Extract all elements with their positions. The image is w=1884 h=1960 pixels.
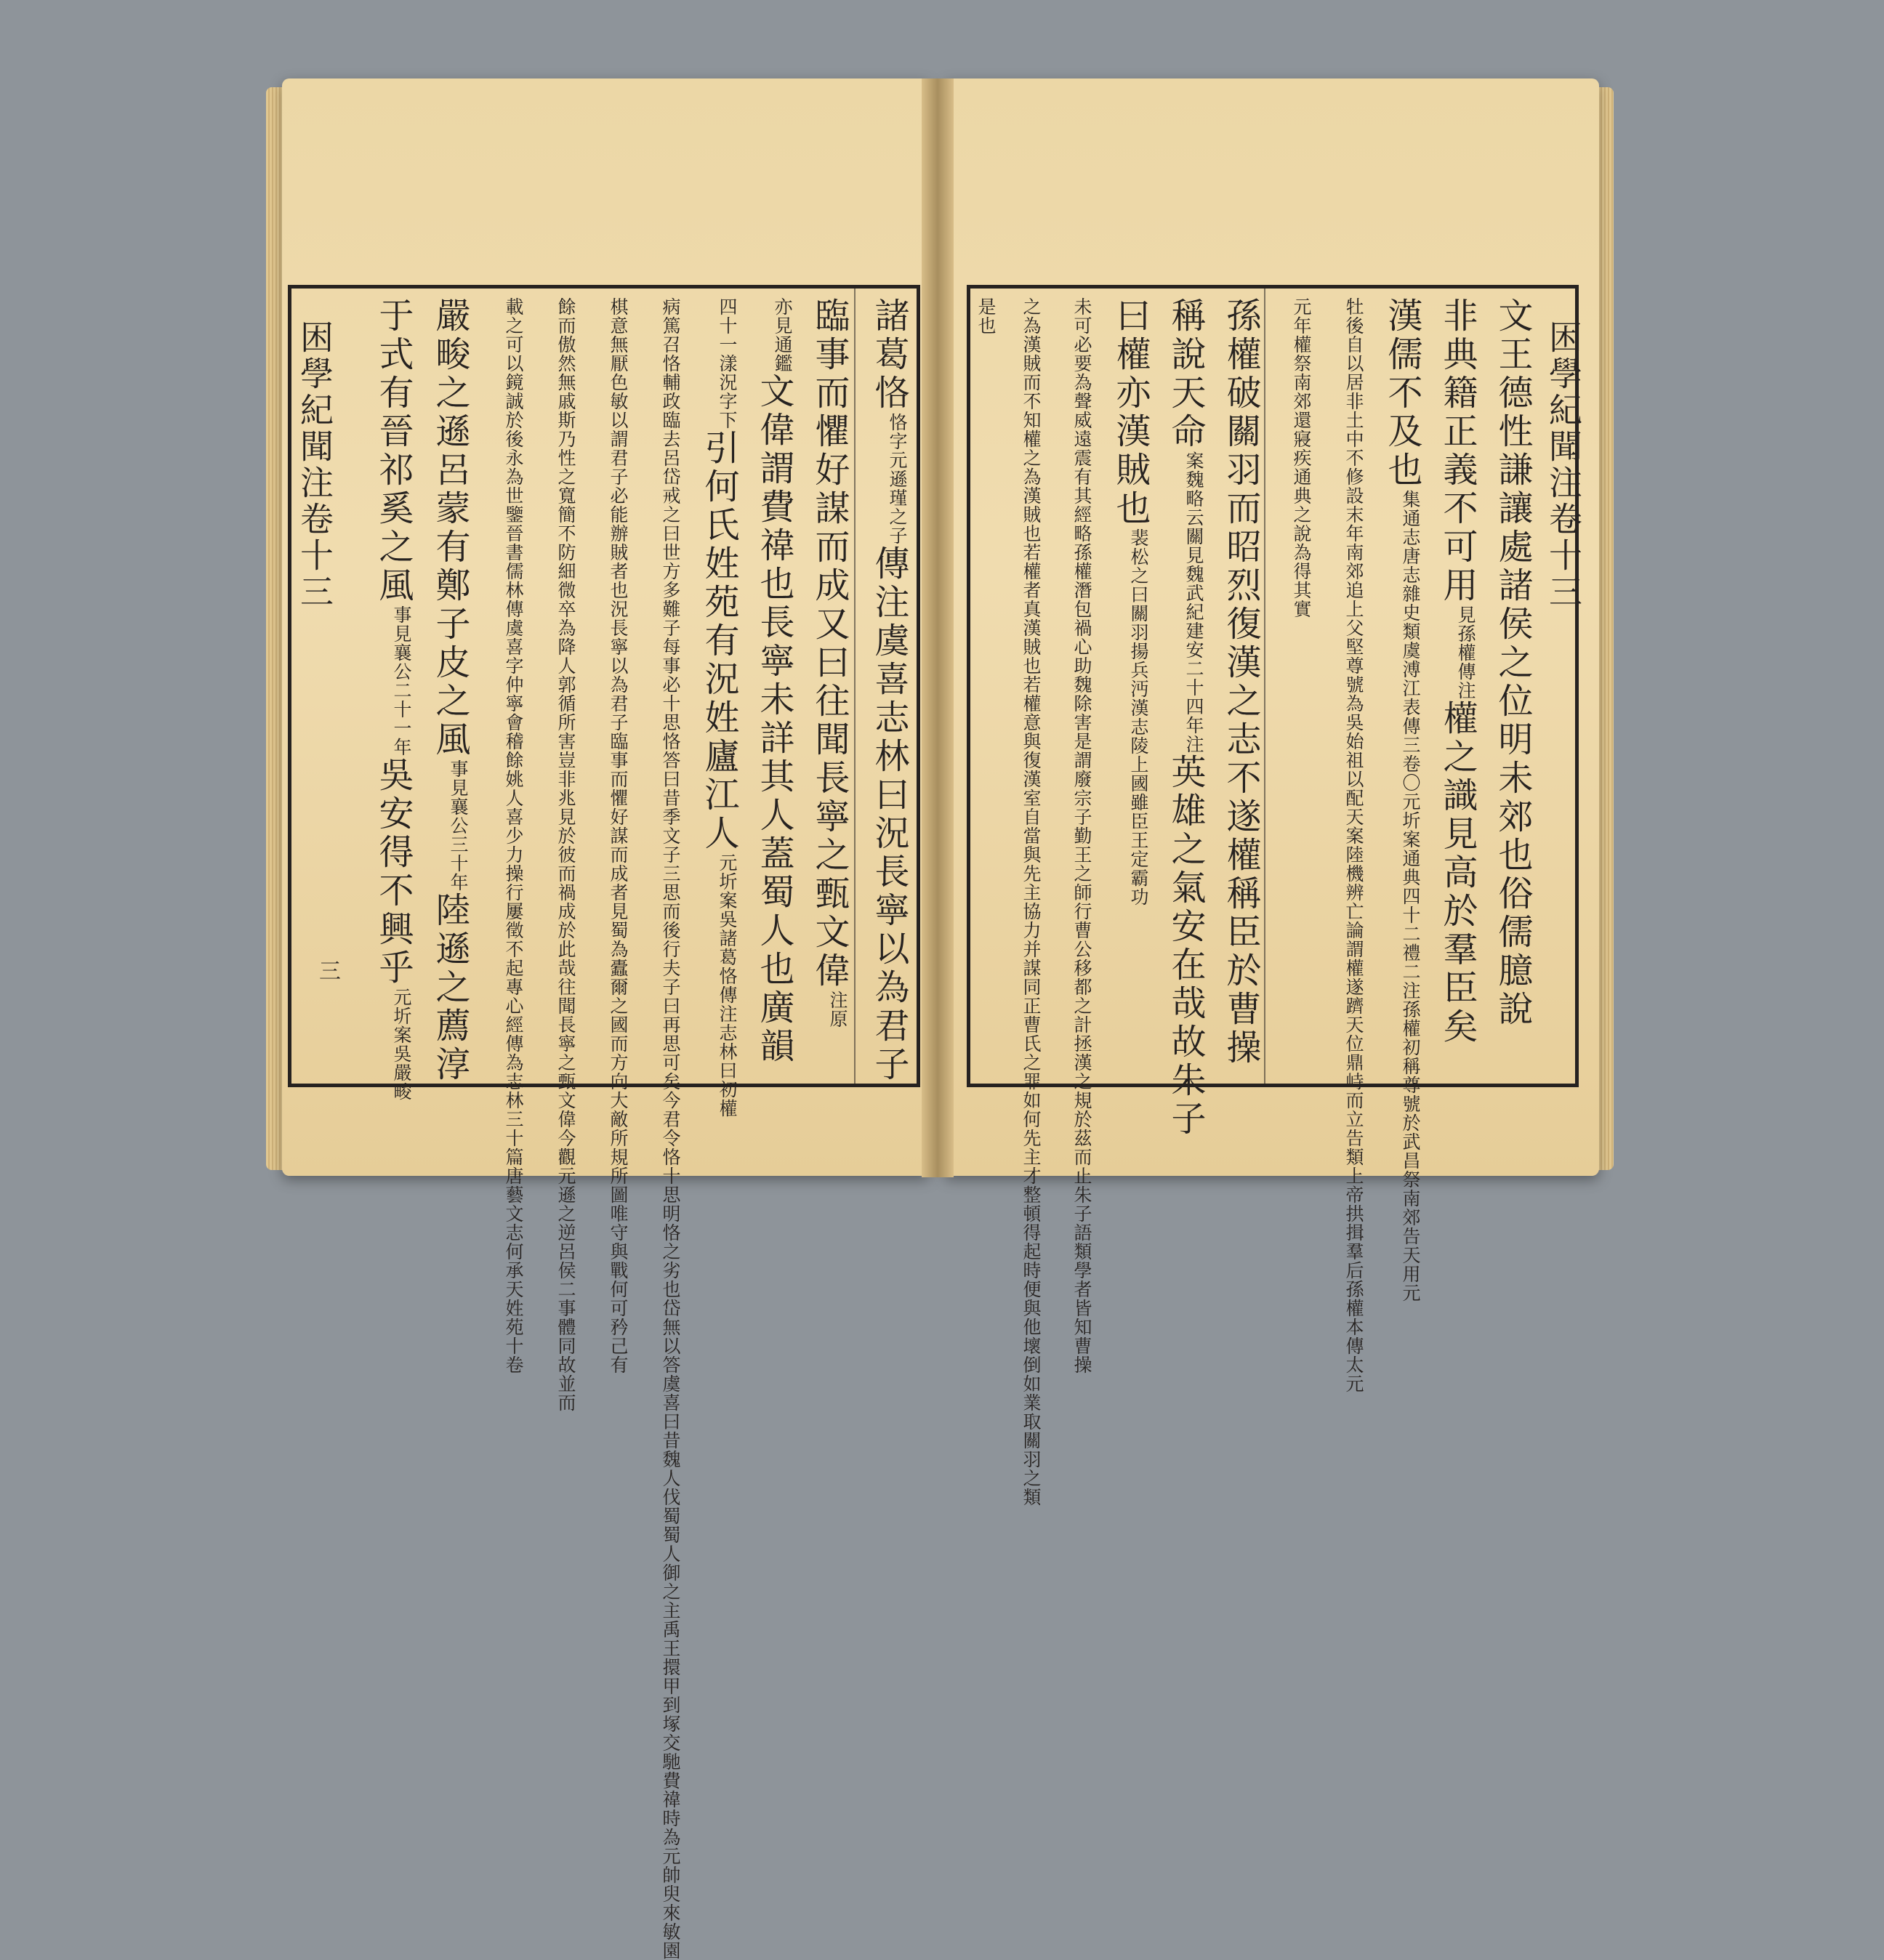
col-small-text: 棋意無厭色敏以謂君子必能辦賊者也況長寧以為君子臨事而懼好謀而成者見蜀為蠹爾之國而方向大敵所規所圖唯守與戰何可矜己有 xyxy=(608,297,629,1374)
left-col-7 xyxy=(533,297,576,1412)
right-col-11 xyxy=(973,297,995,1075)
col-small-text: 晉書儒林傳虞喜字仲寧會稽餘姚人喜少力操行屢徵不起專心經傳為志林三十篇 xyxy=(503,524,524,1166)
col-note-text: 裴松之曰關羽揚兵沔漢志陵上國雖臣王定霸功 xyxy=(1128,528,1149,906)
col-main-text: 英雄之氣安在哉故朱子 xyxy=(1165,754,1206,1139)
col-note-text: 見孫權傳注 xyxy=(1455,605,1476,700)
col-main-text: 孫權破關羽而昭烈復漢之志不遂權稱臣於曹操 xyxy=(1220,297,1261,1068)
col-main-text: 引何氏姓苑有況姓廬江人 xyxy=(699,429,739,853)
right-col-4 xyxy=(1321,297,1364,1393)
col-main-text: 文偉謂費禕也長寧未詳其人蓋蜀人也廣韻 xyxy=(754,373,794,1066)
col-small-text: 元年權祭南郊還寢疾通典之說為得其實 xyxy=(1291,297,1312,618)
left-col-4 xyxy=(699,297,739,1118)
left-text-block xyxy=(288,285,920,1960)
col-small-text: 載之可以鏡誠於後永為世鑒 xyxy=(503,297,524,524)
right-col-2 xyxy=(1437,297,1478,1075)
col-main-text: 曰權亦漢賊也 xyxy=(1110,297,1151,528)
right-col-3 xyxy=(1382,297,1422,1302)
col-main-text: 文王德性謙讓處諸侯之位明未郊也俗儒臆說 xyxy=(1492,297,1533,1029)
col-note-text: 元圻案吳嚴畯 xyxy=(391,988,412,1101)
col-note-text: 恪字元遜瑾之子 xyxy=(887,413,908,545)
col-main-text: 臨事而懼好謀而成又曰往聞長寧之甄文偉 xyxy=(809,297,850,991)
col-note-text: 四十一漾況字下 xyxy=(717,297,738,429)
col-note-text: 元圻案吳諸葛恪傳注志林曰初權 xyxy=(717,853,738,1118)
col-main-text: 陸遜之薦淳 xyxy=(430,892,470,1084)
right-text-block xyxy=(967,285,1579,1507)
right-col-9 xyxy=(1049,297,1092,1374)
col-main-text: 諸葛恪 xyxy=(869,297,909,413)
col-small-text: 牡後自以居非土中不修設末年南郊追上父堅尊號為吳始祖以配天案陸機辨亡論謂權遂躋天位鼎峙而立告類上帝拱揖羣后孫權本傳太元 xyxy=(1343,297,1364,1393)
col-small-text: 之為漢賊而不知權之為漢賊也若權者真漢賊也若權意與復漢室自當與先主協力并謀同正曹氏之罪如何先主才整頓得起時便與他壞倒如業取關羽之類 xyxy=(1020,297,1042,1507)
col-note-text: 事見襄公二十一年 xyxy=(391,605,412,757)
right-col-10 xyxy=(998,297,1042,1507)
col-main-text: 于式有晉祁奚之風 xyxy=(373,297,414,605)
col-note-text: 注原 xyxy=(827,991,848,1028)
right-col-6 xyxy=(1220,297,1261,1075)
col-note-text: 事見襄公三十年 xyxy=(448,759,469,892)
left-margin-title-text: 困學紀聞注 xyxy=(295,320,334,501)
left-col-2 xyxy=(809,297,850,1075)
right-col-1 xyxy=(1492,297,1533,1075)
left-margin-volume: 卷十三 xyxy=(295,501,334,610)
col-main-text: 傳注虞喜志林曰況長寧以為君子 xyxy=(869,545,909,1084)
left-col-8 xyxy=(480,297,524,1374)
col-note-text: 亦見通鑑 xyxy=(772,297,793,373)
left-col-1 xyxy=(869,297,909,1084)
col-main-text: 嚴畯之遜呂蒙有鄭子皮之風 xyxy=(430,297,470,759)
column-rule xyxy=(1264,289,1265,1084)
col-main-text: 稱說天命 xyxy=(1165,297,1206,451)
col-main-text: 漢儒不及也 xyxy=(1382,297,1422,490)
right-col-7 xyxy=(1165,297,1206,1139)
column-rule xyxy=(854,289,856,1084)
right-margin-volume: 卷十三 xyxy=(1544,501,1583,610)
left-folio-number: 三 xyxy=(315,959,340,981)
col-main-text: 非典籍正義不可用 xyxy=(1437,297,1478,605)
col-note-text: 案魏略云關見魏武紀建安二十四年注 xyxy=(1183,451,1204,754)
left-col-3 xyxy=(754,297,794,1075)
left-col-5 xyxy=(637,297,681,1960)
col-small-text: 唐藝文志何承天姓苑十卷 xyxy=(503,1166,524,1374)
left-col-6 xyxy=(585,297,629,1374)
col-main-text: 權之識見高於羣臣矣 xyxy=(1437,700,1478,1046)
right-margin-title-text: 困學紀聞注 xyxy=(1544,320,1583,501)
left-col-10 xyxy=(373,297,414,1101)
left-col-9 xyxy=(430,297,470,1084)
col-note-text: 集通志唐志雜史類虞溥江表傳三卷〇元圻案通典四十二禮二注孫權初稱尊號於武昌祭南郊告天用元 xyxy=(1400,490,1421,1302)
col-small-text: 未可必要為聲威遠震有其經略孫權潛包禍心助魏除害是謂廢宗子勤王之師行曹公移都之計拯漢之規於茲而止朱子語類學者皆知曹操 xyxy=(1071,297,1092,1374)
right-col-8 xyxy=(1110,297,1151,1075)
book-gutter xyxy=(922,78,954,1177)
col-main-text: 吳安得不興乎 xyxy=(373,757,414,988)
col-small-text: 餘而傲然無戚斯乃性之寬簡不防細微卒為降人郭循所害豈非兆見於彼而禍成於此哉往聞長寧之甄文偉今觀元遜之逆呂侯二事體同故並而 xyxy=(555,297,576,1412)
right-col-5 xyxy=(1268,297,1311,1075)
col-small-text: 是也 xyxy=(975,297,997,335)
col-small-text: 病篤召恪輔政臨去呂岱戒之曰世方多難子每事必十思恪答曰昔季文子三思而後行夫子曰再思可矣今君令恪十思明恪之劣也岱無以答虞喜曰昔魏人伐蜀蜀人御之主禹王擐甲到塚交馳費禕時為元帥臾來敏園 xyxy=(660,297,681,1960)
